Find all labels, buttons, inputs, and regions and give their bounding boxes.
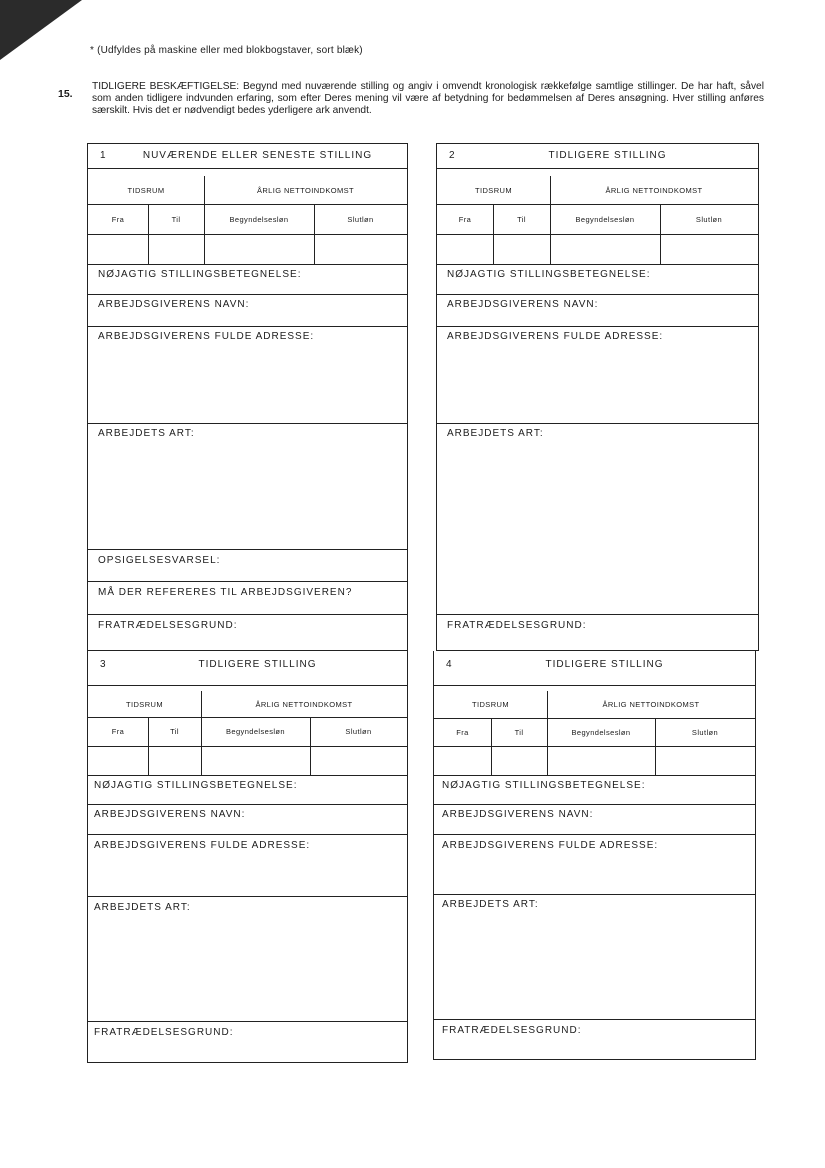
position-number: 1: [100, 150, 107, 161]
end-salary-input[interactable]: [310, 746, 407, 775]
salary-header-row: [437, 176, 758, 205]
position-3-header: [88, 651, 407, 686]
start-salary-header: Begyndelsesløn: [547, 718, 656, 746]
period-header: TIDSRUM: [88, 176, 205, 204]
employer-address-label: ARBEJDSGIVERENS FULDE ADRESSE:: [442, 840, 659, 851]
job-title-label: NØJAGTIG STILLINGSBETEGNELSE:: [442, 780, 646, 791]
employer-address-label: ARBEJDSGIVERENS FULDE ADRESSE:: [98, 331, 315, 342]
to-input[interactable]: [493, 234, 551, 264]
fill-instruction: * (Udfyldes på maskine eller med blokbogstaver, sort blæk): [90, 45, 363, 56]
start-salary-input[interactable]: [204, 234, 315, 264]
to-header: Til: [493, 204, 551, 234]
position-2-header: [437, 144, 758, 169]
end-salary-header: Slutløn: [691, 727, 719, 737]
leaving-reason-label: FRATRÆDELSESGRUND:: [98, 620, 238, 631]
job-title-label: NØJAGTIG STILLINGSBETEGNELSE:: [98, 269, 302, 280]
employer-name-label: ARBEJDSGIVERENS NAVN:: [94, 809, 246, 820]
position-2-box: [436, 143, 759, 651]
income-header: ÅRLIG NETTOINDKOMST: [605, 185, 703, 195]
work-type-label: ARBEJDETS ART:: [442, 899, 539, 910]
job-title-label: NØJAGTIG STILLINGSBETEGNELSE:: [94, 780, 298, 791]
end-salary-input[interactable]: [655, 746, 755, 775]
leaving-reason-label: FRATRÆDELSESGRUND:: [94, 1027, 234, 1038]
to-input[interactable]: [148, 746, 202, 775]
end-salary-input[interactable]: [314, 234, 407, 264]
employer-name-label: ARBEJDSGIVERENS NAVN:: [98, 299, 250, 310]
leaving-reason-label: FRATRÆDELSESGRUND:: [442, 1025, 582, 1036]
from-input[interactable]: [88, 746, 149, 775]
position-1-header: [88, 144, 407, 169]
work-type-label: ARBEJDETS ART:: [94, 902, 191, 913]
income-header: ÅRLIG NETTOINDKOMST: [255, 699, 353, 709]
start-salary-header: Begyndelsesløn: [201, 717, 311, 746]
period-header: TIDSRUM: [88, 691, 202, 717]
position-number: 4: [446, 659, 453, 670]
employer-address-label: ARBEJDSGIVERENS FULDE ADRESSE:: [94, 840, 311, 851]
salary-subheader-row: [88, 717, 407, 747]
salary-header-row: [434, 691, 755, 719]
start-salary-input[interactable]: [547, 746, 656, 775]
position-4-header: [434, 651, 755, 686]
end-salary-header: Slutløn: [695, 214, 723, 224]
employer-name-label: ARBEJDSGIVERENS NAVN:: [447, 299, 599, 310]
salary-entry-row: [437, 234, 758, 265]
end-salary-header: Slutløn: [347, 214, 374, 224]
period-header: TIDSRUM: [434, 691, 548, 718]
to-header: Til: [148, 717, 202, 746]
to-input[interactable]: [491, 746, 548, 775]
employer-address-label: ARBEJDSGIVERENS FULDE ADRESSE:: [447, 331, 664, 342]
notice-label: OPSIGELSESVARSEL:: [98, 555, 221, 566]
start-salary-input[interactable]: [201, 746, 311, 775]
position-title: TIDLIGERE STILLING: [548, 150, 667, 161]
position-number: 2: [449, 150, 456, 161]
position-title: TIDLIGERE STILLING: [545, 659, 664, 670]
start-salary-header: Begyndelsesløn: [550, 204, 661, 234]
leaving-reason-label: FRATRÆDELSESGRUND:: [447, 620, 587, 631]
from-header: Fra: [88, 204, 149, 234]
employer-name-label: ARBEJDSGIVERENS NAVN:: [442, 809, 594, 820]
question-text: TIDLIGERE BESKÆFTIGELSE: Begynd med nuværende stilling og angiv i omvendt kronologisk rækkefølge samtlige stillinger. De har haft, såvel som anden tidligere indvunden erfaring, som efter Deres mening vil være af betydning for bedømmelsen af Deres ansøgning. Hver stilling anføres særskilt. Hvis det er nødvendigt bedes yderligere ark anvendt.: [92, 81, 764, 116]
salary-subheader-row: [434, 718, 755, 747]
work-type-label: ARBEJDETS ART:: [98, 428, 195, 439]
job-title-label: NØJAGTIG STILLINGSBETEGNELSE:: [447, 269, 651, 280]
start-salary-header: Begyndelsesløn: [204, 204, 315, 234]
salary-entry-row: [434, 746, 755, 776]
position-1-box: [87, 143, 408, 651]
position-title: TIDLIGERE STILLING: [198, 659, 317, 670]
from-input[interactable]: [437, 234, 494, 264]
income-header: ÅRLIG NETTOINDKOMST: [602, 700, 700, 709]
salary-header-row: [88, 176, 407, 205]
salary-subheader-row: [88, 204, 407, 235]
position-title: NUVÆRENDE ELLER SENESTE STILLING: [142, 150, 373, 161]
from-header: Fra: [434, 718, 492, 746]
position-4-box: [433, 651, 756, 1060]
to-header: Til: [491, 718, 548, 746]
salary-entry-row: [88, 234, 407, 265]
position-number: 3: [100, 659, 107, 670]
salary-subheader-row: [437, 204, 758, 235]
from-header: Fra: [437, 204, 494, 234]
start-salary-input[interactable]: [550, 234, 661, 264]
question-number: 15.: [58, 88, 73, 100]
from-input[interactable]: [88, 234, 149, 264]
to-header: Til: [148, 204, 205, 234]
end-salary-header: Slutløn: [345, 727, 372, 736]
to-input[interactable]: [148, 234, 205, 264]
salary-entry-row: [88, 746, 407, 776]
reference-label: MÅ DER REFERERES TIL ARBEJDSGIVEREN?: [98, 587, 353, 598]
work-type-label: ARBEJDETS ART:: [447, 428, 544, 439]
income-header: ÅRLIG NETTOINDKOMST: [256, 185, 355, 195]
from-input[interactable]: [434, 746, 492, 775]
end-salary-input[interactable]: [660, 234, 758, 264]
salary-header-row: [88, 691, 407, 718]
period-header: TIDSRUM: [437, 176, 551, 204]
position-3-box: [87, 651, 408, 1063]
page-corner-mark: [0, 0, 82, 60]
from-header: Fra: [88, 717, 149, 746]
